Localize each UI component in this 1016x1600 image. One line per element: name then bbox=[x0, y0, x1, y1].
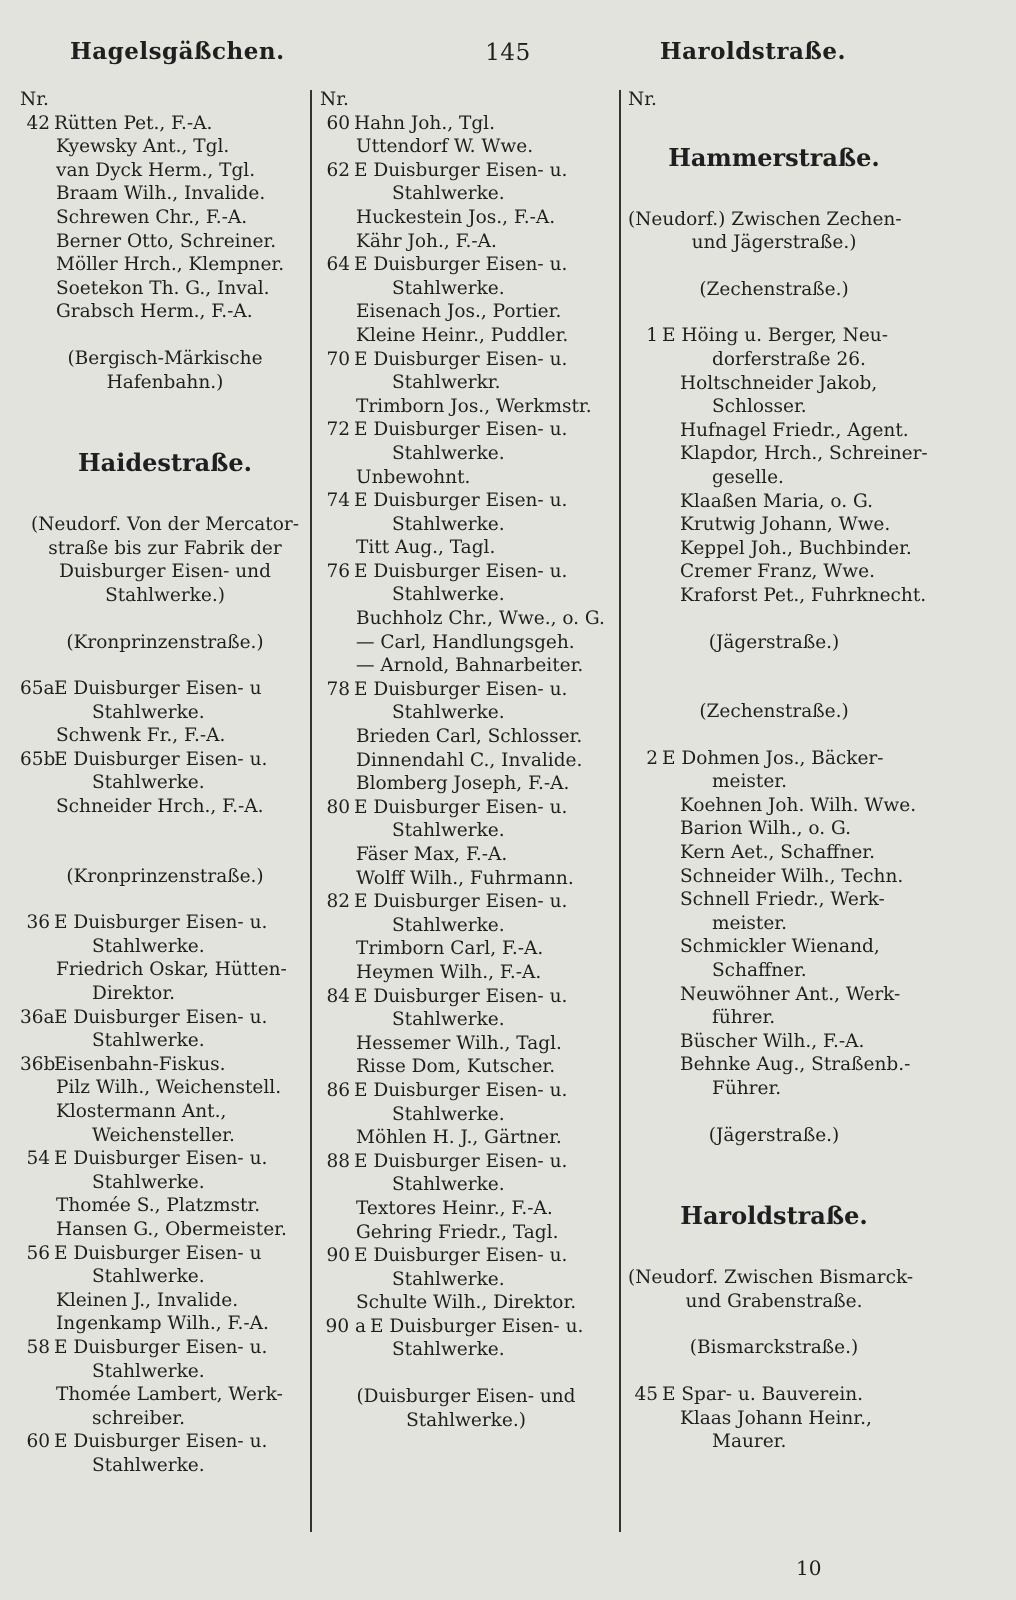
list-item: Stahlwerke. bbox=[392, 513, 505, 535]
header-right-street: Haroldstraße. bbox=[659, 38, 846, 65]
list-item: Blomberg Joseph, F.-A. bbox=[356, 773, 570, 795]
street-description: straße bis zur Fabrik der bbox=[48, 537, 282, 559]
list-item: Uttendorf W. Wwe. bbox=[356, 136, 534, 158]
list-item: Koehnen Joh. Wilh. Wwe. bbox=[680, 794, 917, 816]
house-number: 82 bbox=[326, 891, 350, 913]
list-item: 36 E Duisburger Eisen- u. bbox=[20, 911, 310, 935]
nr-heading: Nr. bbox=[320, 89, 349, 110]
list-item: Thomée Lambert, Werk- bbox=[56, 1384, 283, 1406]
list-item: Soetekon Th. G., Inval. bbox=[56, 277, 270, 299]
list-item: Stahlwerke. bbox=[392, 1103, 505, 1125]
list-item: Eisenach Jos., Portier. bbox=[356, 301, 562, 323]
street-description: (Neudorf. Zwischen Bismarck- bbox=[628, 1267, 914, 1289]
list-item: Heymen Wilh., F.-A. bbox=[356, 961, 542, 983]
list-item: Wolff Wilh., Fuhrmann. bbox=[356, 867, 574, 889]
house-number: 74 bbox=[326, 490, 350, 512]
list-item: Kraforst Pet., Fuhrknecht. bbox=[680, 584, 927, 606]
column-1 bbox=[20, 88, 310, 1478]
list-item: Friedrich Oskar, Hütten- bbox=[56, 959, 287, 981]
list-item: dorferstraße 26. bbox=[712, 348, 866, 370]
list-item: 80 E Duisburger Eisen- u. bbox=[320, 796, 612, 820]
list-item: Behnke Aug., Straßenb.- bbox=[680, 1054, 911, 1076]
house-number: 60 bbox=[326, 112, 350, 134]
sheet-signature: 10 bbox=[796, 1556, 822, 1580]
list-item: Buchholz Chr., Wwe., o. G. bbox=[356, 608, 605, 630]
house-number: 65a bbox=[20, 678, 55, 700]
list-item: Stahlwerke. bbox=[392, 820, 505, 842]
list-item: Stahlwerke. bbox=[392, 914, 505, 936]
list-item: Möhlen H. J., Gärtner. bbox=[356, 1127, 562, 1149]
list-item: Hansen G., Obermeister. bbox=[56, 1218, 287, 1240]
list-item: schreiber. bbox=[92, 1407, 185, 1429]
list-item: 2 E Dohmen Jos., Bäcker- bbox=[628, 747, 920, 771]
list-item: Krutwig Johann, Wwe. bbox=[680, 514, 891, 536]
list-item: Führer. bbox=[712, 1078, 782, 1099]
list-item: 82 E Duisburger Eisen- u. bbox=[320, 890, 612, 914]
list-item: Schmickler Wienand, bbox=[680, 936, 880, 958]
list-item: Trimborn Jos., Werkmstr. bbox=[356, 395, 592, 417]
cross-street: (Zechenstraße.) bbox=[699, 278, 849, 300]
list-item: 1 E Höing u. Berger, Neu- bbox=[628, 324, 920, 348]
cross-street: (Bismarckstraße.) bbox=[689, 1337, 859, 1359]
list-item: Kyewsky Ant., Tgl. bbox=[56, 136, 230, 158]
list-item: Risse Dom, Kutscher. bbox=[356, 1056, 556, 1078]
list-item: meister. bbox=[712, 771, 787, 793]
house-number: 86 bbox=[326, 1079, 350, 1101]
list-item: 78 E Duisburger Eisen- u. bbox=[320, 678, 612, 702]
list-item: Huckestein Jos., F.-A. bbox=[356, 206, 556, 228]
list-item: Klaaßen Maria, o. G. bbox=[680, 490, 873, 512]
cross-street: (Duisburger Eisen- und bbox=[356, 1386, 576, 1408]
column-divider bbox=[310, 90, 312, 1532]
list-item: Dinnendahl C., Invalide. bbox=[356, 749, 583, 771]
cross-street: Stahlwerke.) bbox=[406, 1409, 526, 1431]
cross-street: (Jägerstraße.) bbox=[708, 631, 840, 653]
list-item: 76 E Duisburger Eisen- u. bbox=[320, 560, 612, 584]
list-item: Stahlwerke. bbox=[392, 702, 505, 724]
list-item: Stahlwerke. bbox=[92, 935, 205, 957]
list-item: Weichensteller. bbox=[92, 1124, 235, 1146]
list-item: — Carl, Handlungsgeh. bbox=[356, 631, 575, 653]
list-item: 36bEisenbahn-Fiskus. bbox=[20, 1053, 226, 1075]
list-item: Stahlwerke. bbox=[392, 1268, 505, 1290]
list-item: Stahlwerke. bbox=[92, 1030, 205, 1052]
cross-street: Hafenbahn.) bbox=[106, 371, 224, 393]
list-item: Kleine Heinr., Puddler. bbox=[356, 324, 569, 346]
list-item: Schneider Wilh., Techn. bbox=[680, 865, 904, 887]
list-item: Stahlwerke. bbox=[392, 1009, 505, 1031]
list-item: Stahlwerkr. bbox=[392, 372, 501, 394]
house-number: 80 bbox=[326, 796, 350, 818]
list-item: Büscher Wilh., F.-A. bbox=[680, 1030, 865, 1052]
house-number: 90 a bbox=[325, 1315, 366, 1337]
list-item: 65bE Duisburger Eisen- u. bbox=[20, 748, 268, 770]
list-item: Thomée S., Platzmstr. bbox=[56, 1195, 261, 1217]
list-item: Kähr Joh., F.-A. bbox=[356, 230, 497, 252]
list-item: Schrewen Chr., F.-A. bbox=[56, 206, 248, 228]
list-item: Stahlwerke. bbox=[92, 1171, 205, 1193]
cross-street: (Kronprinzenstraße.) bbox=[66, 631, 264, 653]
list-item: Schwenk Fr., F.-A. bbox=[56, 725, 226, 747]
list-item: Hessemer Wilh., Tagl. bbox=[356, 1032, 562, 1054]
list-item: 54 E Duisburger Eisen- u. bbox=[20, 1147, 310, 1171]
list-item: Klapdor, Hrch., Schreiner- bbox=[680, 443, 928, 465]
house-number: 90 bbox=[326, 1245, 350, 1267]
list-item: Gehring Friedr., Tagl. bbox=[356, 1221, 559, 1243]
list-item: Stahlwerke. bbox=[92, 1360, 205, 1382]
house-number: 72 bbox=[326, 419, 350, 441]
list-item: 88 E Duisburger Eisen- u. bbox=[320, 1150, 612, 1174]
list-item: Fäser Max, F.-A. bbox=[356, 844, 508, 865]
list-item: Schulte Wilh., Direktor. bbox=[356, 1292, 577, 1314]
list-item: 58 E Duisburger Eisen- u. bbox=[20, 1336, 310, 1360]
list-item: Möller Hrch., Klempner. bbox=[56, 254, 285, 276]
list-item: 90 E Duisburger Eisen- u. bbox=[320, 1244, 612, 1268]
list-item: meister. bbox=[712, 912, 787, 934]
cross-street: (Bergisch-Märkische bbox=[67, 347, 263, 369]
column-3 bbox=[628, 88, 928, 1454]
list-item: Braam Wilh., Invalide. bbox=[56, 183, 266, 205]
list-item: 65aE Duisburger Eisen- u bbox=[20, 678, 262, 700]
house-number: 54 bbox=[26, 1148, 50, 1170]
list-item: Kleinen J., Invalide. bbox=[56, 1289, 239, 1311]
list-item: geselle. bbox=[712, 466, 784, 488]
street-description: Stahlwerke.) bbox=[105, 584, 225, 606]
house-number: 70 bbox=[326, 348, 350, 370]
house-number: 1 bbox=[646, 325, 658, 347]
cross-street: (Zechenstraße.) bbox=[699, 701, 849, 723]
house-number: 88 bbox=[326, 1150, 350, 1172]
list-item: — Arnold, Bahnarbeiter. bbox=[356, 655, 584, 677]
house-number: 65b bbox=[20, 748, 56, 770]
list-item: Ingenkamp Wilh., F.-A. bbox=[56, 1313, 269, 1335]
house-number: 60 bbox=[26, 1431, 50, 1453]
list-item: Keppel Joh., Buchbinder. bbox=[680, 537, 912, 559]
list-item: 62 E Duisburger Eisen- u. bbox=[320, 159, 612, 183]
list-item: Berner Otto, Schreiner. bbox=[56, 230, 277, 252]
list-item: Schlosser. bbox=[712, 396, 807, 418]
street-description: Duisburger Eisen- und bbox=[59, 561, 271, 583]
cross-street: (Jägerstraße.) bbox=[708, 1124, 840, 1146]
list-item: 60 E Duisburger Eisen- u. bbox=[20, 1430, 310, 1454]
list-item: Grabsch Herm., F.-A. bbox=[56, 301, 253, 323]
list-item: Pilz Wilh., Weichenstell. bbox=[56, 1077, 282, 1099]
street-description: (Neudorf. Von der Mercator- bbox=[31, 514, 299, 536]
list-item: Stahlwerke. bbox=[92, 1454, 205, 1476]
list-item: Trimborn Carl, F.-A. bbox=[356, 938, 544, 960]
list-item: Stahlwerke. bbox=[92, 1266, 205, 1288]
list-item: 72 E Duisburger Eisen- u. bbox=[320, 418, 612, 442]
house-number: 58 bbox=[26, 1336, 50, 1358]
cross-street: (Kronprinzenstraße.) bbox=[66, 865, 264, 887]
nr-heading: Nr. bbox=[20, 89, 49, 110]
house-number: 84 bbox=[326, 985, 350, 1007]
list-item: van Dyck Herm., Tgl. bbox=[56, 159, 256, 181]
list-item: Stahlwerke. bbox=[392, 277, 505, 299]
list-item: führer. bbox=[712, 1007, 776, 1029]
street-description: und Jägerstraße.) bbox=[691, 232, 857, 254]
house-number: 76 bbox=[326, 560, 350, 582]
house-number: 36b bbox=[20, 1053, 56, 1075]
list-item: Stahlwerke. bbox=[392, 442, 505, 464]
list-item: Cremer Franz, Wwe. bbox=[680, 561, 875, 583]
list-item: 74 E Duisburger Eisen- u. bbox=[320, 489, 612, 513]
street-heading: Haidestraße. bbox=[77, 448, 253, 478]
list-item: Hufnagel Friedr., Agent. bbox=[680, 419, 909, 441]
list-item: Stahlwerke. bbox=[392, 584, 505, 606]
list-item: 86 E Duisburger Eisen- u. bbox=[320, 1079, 612, 1103]
list-item: Kern Aet., Schaffner. bbox=[680, 842, 875, 864]
list-item: Klostermann Ant., bbox=[56, 1101, 227, 1122]
street-heading: Haroldstraße. bbox=[680, 1201, 868, 1231]
list-item: Stahlwerke. bbox=[392, 183, 505, 205]
list-item: 42 Rütten Pet., F.-A. bbox=[20, 112, 310, 136]
house-number: 56 bbox=[26, 1242, 50, 1264]
house-number: 2 bbox=[646, 747, 658, 769]
list-item: 84 E Duisburger Eisen- u. bbox=[320, 985, 612, 1009]
house-number: 62 bbox=[326, 159, 350, 181]
list-item: 36aE Duisburger Eisen- u. bbox=[20, 1006, 268, 1028]
list-item: 70 E Duisburger Eisen- u. bbox=[320, 348, 612, 372]
list-item: Schaffner. bbox=[712, 960, 807, 982]
list-item: Stahlwerke. bbox=[92, 772, 205, 794]
house-number: 36 bbox=[26, 912, 50, 934]
nr-heading: Nr. bbox=[628, 89, 657, 110]
street-description: (Neudorf.) Zwischen Zechen- bbox=[628, 208, 902, 230]
column-divider bbox=[619, 90, 621, 1532]
list-item: Schneider Hrch., F.-A. bbox=[56, 796, 264, 818]
list-item: 60 Hahn Joh., Tgl. bbox=[320, 112, 612, 136]
list-item: Stahlwerke. bbox=[392, 1339, 505, 1361]
house-number: 78 bbox=[326, 678, 350, 700]
list-item: Unbewohnt. bbox=[356, 466, 471, 488]
list-item: Brieden Carl, Schlosser. bbox=[356, 726, 583, 748]
list-item: Direktor. bbox=[92, 983, 176, 1005]
list-item: 56 E Duisburger Eisen- u bbox=[20, 1242, 310, 1266]
house-number: 45 bbox=[634, 1383, 658, 1405]
list-item: Titt Aug., Tagl. bbox=[356, 537, 496, 559]
street-description: und Grabenstraße. bbox=[685, 1290, 863, 1312]
header-left-street: Hagelsgäßchen. bbox=[70, 38, 285, 65]
list-item: Stahlwerke. bbox=[392, 1174, 505, 1196]
list-item: Textores Heinr., F.-A. bbox=[356, 1197, 553, 1219]
column-2 bbox=[320, 88, 612, 1432]
list-item: Neuwöhner Ant., Werk- bbox=[680, 983, 901, 1005]
list-item: Klaas Johann Heinr., bbox=[680, 1407, 872, 1429]
house-number: 36a bbox=[20, 1006, 55, 1028]
list-item: 90 a E Duisburger Eisen- u. bbox=[320, 1315, 612, 1339]
list-item: Maurer. bbox=[712, 1431, 787, 1453]
street-heading: Hammerstraße. bbox=[668, 142, 880, 172]
list-item: 45 E Spar- u. Bauverein. bbox=[628, 1383, 920, 1407]
list-item: Holtschneider Jakob, bbox=[680, 372, 878, 394]
list-item: Barion Wilh., o. G. bbox=[680, 818, 851, 840]
list-item: Stahlwerke. bbox=[92, 701, 205, 723]
list-item: 64 E Duisburger Eisen- u. bbox=[320, 253, 612, 277]
house-number: 42 bbox=[26, 112, 50, 134]
page-number: 145 bbox=[485, 40, 531, 66]
house-number: 64 bbox=[326, 254, 350, 276]
list-item: Schnell Friedr., Werk- bbox=[680, 889, 885, 911]
